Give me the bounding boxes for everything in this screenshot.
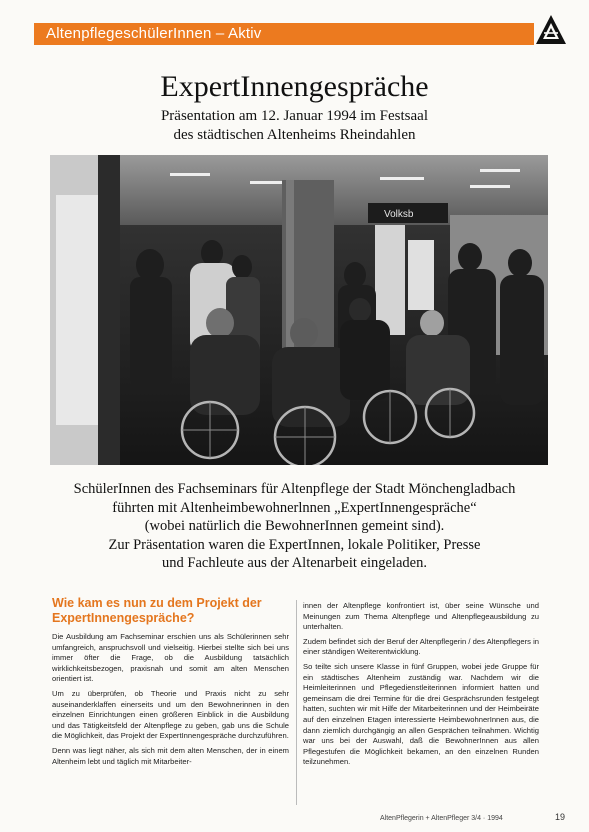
caption-line: SchülerInnen des Fachseminars für Altenpflege der Stadt Mönchengladbach <box>73 481 516 497</box>
article-column-right <box>303 601 539 772</box>
caption-line: führten mit Altenheimbewohnerlnnen „ExpertInnengespräche“ <box>112 499 477 516</box>
caption-line: Zur Präsentation waren die ExpertInnen, lokale Politiker, Presse <box>108 536 481 553</box>
article-subtitle <box>0 107 589 145</box>
section-label: AltenpflegeschülerInnen – Aktiv <box>46 25 262 42</box>
body-paragraph: Die Ausbildung am Fachseminar erschien uns als Schülerinnen sehr umfangreich, anspruchsvoll und vielseitig. Hierbei stellte sich bei uns immer öfter die Frage, ob die Ausbildung tatsächlich wirklichkeitsbezogen, praxisnah und somit am alten Menschen orientiert ist. <box>52 632 289 684</box>
caption-line: und Fachleute aus der Altenarbeit eingeladen. <box>162 555 427 571</box>
body-paragraph: Um zu überprüfen, ob Theorie und Praxis nicht zu sehr auseinanderklaffen einerseits und um den Bewohnerinnen in den einzelnen Einrichtungen einen größeren Einblick in die Ausbildung und das Tätigkeitsfeld der Altenpflege zu geben, gab uns die Schule die Möglichkeit, das Projekt der ExpertInnengespräche durchzuführen. <box>52 688 289 741</box>
article-column-left <box>52 596 289 771</box>
article-title: ExpertInnengespräche <box>160 70 429 103</box>
section-heading: Wie kam es nun zu dem Projekt der ExpertInnengespräche? <box>52 596 262 625</box>
body-paragraph: So teilte sich unsere Klasse in fünf Gruppen, wobei jede Gruppe für ein städtisches Altenheim zuständig war. Nachdem wir die Heimleiterinnen und Pflegedienstleiterinnen informiert hatten und gemeinsam die drei Termine für die drei Gesprächsrunden festgelegt hatten, suchten wir mit Hilfe der Mitarbeiterinnen und der Heimbeiräte auf den einzelnen Etagen interessierte HeimbewohnerInnen aus, die dann ziemlich durchgängig an allen Gesprächen teilnahmen. Wichtig war uns bei der Auswahl, daß die BewohnerInnen aus allen Pflegestufen die Möglichkeit bekamen, an den einzelnen Runden teilzunehmen. <box>303 661 539 767</box>
subtitle-line: Präsentation am 12. Januar 1994 im Festsaal <box>160 108 429 124</box>
caption-line: (wobei natürlich die BewohnerInnen gemeint sind). <box>144 518 445 534</box>
event-photo <box>50 155 548 465</box>
subtitle-line: des städtischen Altenheims Rheindahlen <box>173 127 416 143</box>
photo-caption <box>0 480 589 573</box>
section-header-bar <box>34 23 534 45</box>
body-paragraph: innen der Altenpflege konfrontiert ist, über seine Wünsche und Meinungen zum Thema Altenpflege und Altenpflegeausbildung zu unterhalten. <box>303 601 539 632</box>
body-paragraph: Zudem befindet sich der Beruf der Altenpflegerin / des Altenpflegers in einer ständigen Weiterentwicklung. <box>303 636 539 657</box>
triangle-logo-icon <box>534 13 568 47</box>
column-divider <box>296 600 297 805</box>
page-number: 19 <box>555 812 566 822</box>
body-paragraph: Denn was liegt näher, als sich mit dem alten Menschen, der in einem Altenheim lebt und täglich mit Mitarbeiter- <box>52 745 289 766</box>
publication-footer: AltenPflegerin + AltenPfleger 3/4 · 1994 <box>380 815 503 822</box>
photo-sign-text: Volksb <box>384 209 414 220</box>
